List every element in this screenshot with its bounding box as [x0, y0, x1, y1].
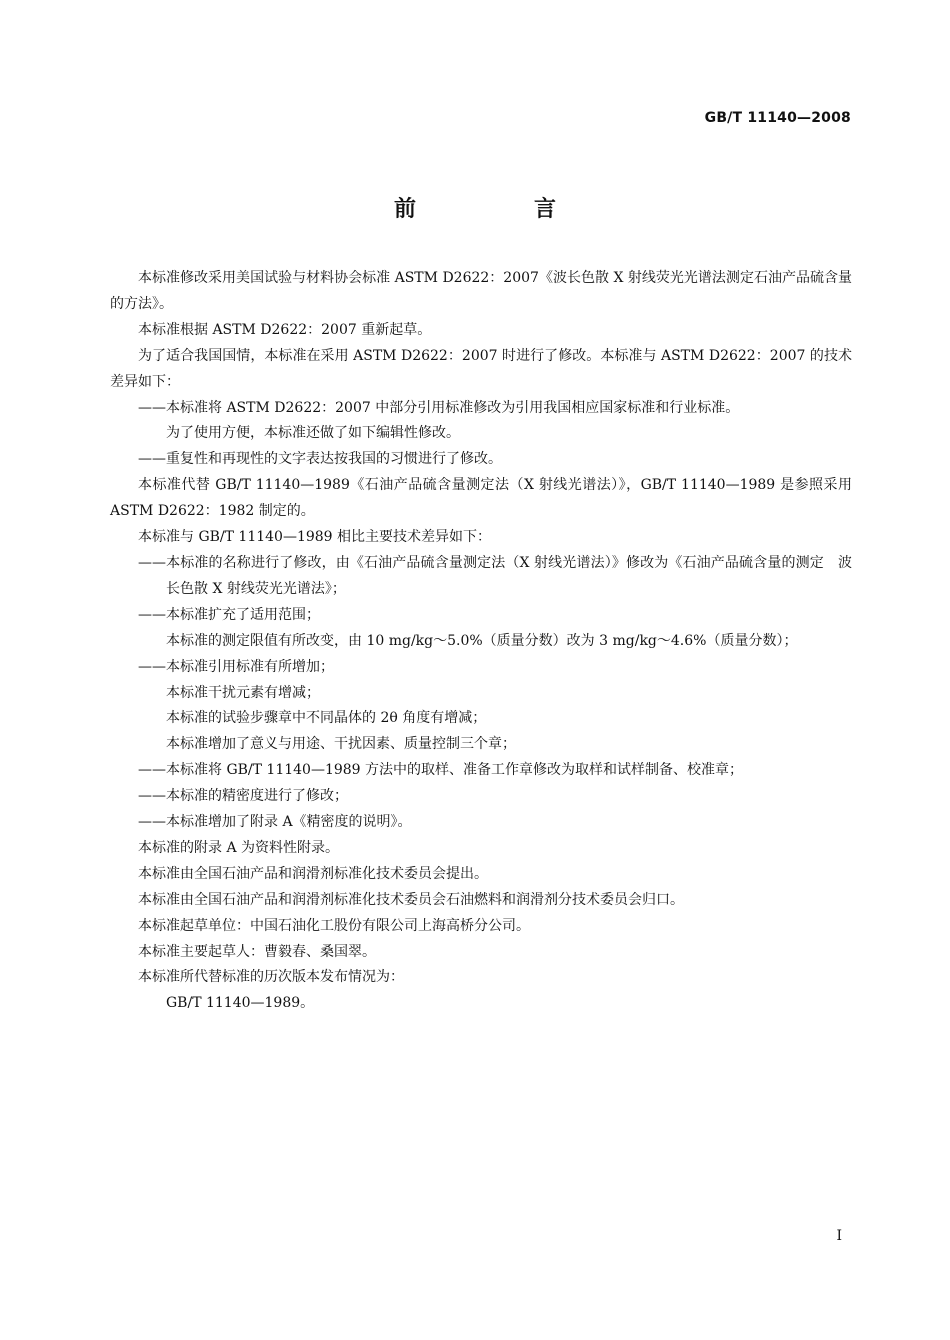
paragraph: 本标准由全国石油产品和润滑剂标准化技术委员会石油燃料和润滑剂分技术委员会归口。 — [138, 891, 684, 908]
sub-paragraph: 本标准的测定限值有所改变，由 10 mg/kg～5.0%（质量分数）改为 3 mg/kg～4.6%（质量分数）； — [166, 632, 798, 649]
standard-number: GB/T 11140—2008 — [704, 110, 851, 126]
paragraph: 本标准根据 ASTM D2622：2007 重新起草。 — [138, 321, 432, 338]
sub-paragraph: 为了使用方便，本标准还做了如下编辑性修改。 — [166, 425, 460, 442]
paragraph: 本标准主要起草人：曹毅春、桑国翠。 — [138, 943, 376, 960]
sub-paragraph: 本标准增加了意义与用途、干扰因素、质量控制三个章； — [166, 736, 516, 753]
paragraph: 本标准的附录 A 为资料性附录。 — [138, 839, 340, 856]
paragraph: 本标准与 GB/T 11140—1989 相比主要技术差异如下： — [138, 529, 492, 546]
dash-list-item: ——本标准的名称进行了修改，由《石油产品硫含量测定法（X 射线光谱法）》修改为《石油产品硫含量的测定 波长色散 X 射线荧光光谱法》； — [138, 554, 852, 597]
page-title: 前 言 — [393, 197, 604, 222]
page-number: I — [836, 1228, 842, 1244]
sub-paragraph: 本标准干扰元素有增减； — [166, 684, 320, 701]
sub-paragraph: 本标准的试验步骤章中不同晶体的 2θ 角度有增减； — [166, 710, 487, 727]
foreword-body — [110, 266, 852, 1017]
paragraph: 本标准由全国石油产品和润滑剂标准化技术委员会提出。 — [138, 865, 488, 882]
dash-list-item: ——本标准的精密度进行了修改； — [138, 788, 348, 805]
dash-list-item: ——本标准将 GB/T 11140—1989 方法中的取样、准备工作章修改为取样和试样制备、校准章； — [138, 762, 744, 779]
paragraph: 为了适合我国国情，本标准在采用 ASTM D2622：2007 时进行了修改。本标准与 ASTM D2622：2007 的技术差异如下： — [110, 347, 852, 390]
dash-list-item: ——本标准引用标准有所增加； — [138, 658, 334, 675]
paragraph: 本标准代替 GB/T 11140—1989《石油产品硫含量测定法（X 射线光谱法）》，GB/T 11140—1989 是参照采用 ASTM D2622：1982 制定的。 — [110, 477, 852, 520]
sub-paragraph: GB/T 11140—1989。 — [166, 995, 315, 1012]
dash-list-item: ——本标准增加了附录 A《精密度的说明》。 — [138, 814, 412, 831]
paragraph: 本标准起草单位：中国石油化工股份有限公司上海高桥分公司。 — [138, 917, 530, 934]
dash-list-item: ——重复性和再现性的文字表达按我国的习惯进行了修改。 — [138, 451, 502, 468]
paragraph: 本标准所代替标准的历次版本发布情况为： — [138, 969, 404, 986]
dash-list-item: ——本标准扩充了适用范围； — [138, 606, 320, 623]
dash-list-item: ——本标准将 ASTM D2622：2007 中部分引用标准修改为引用我国相应国家标准和行业标准。 — [138, 399, 740, 416]
paragraph: 本标准修改采用美国试验与材料协会标准 ASTM D2622：2007《波长色散 X 射线荧光光谱法测定石油产品硫含量的方法》。 — [110, 270, 852, 312]
